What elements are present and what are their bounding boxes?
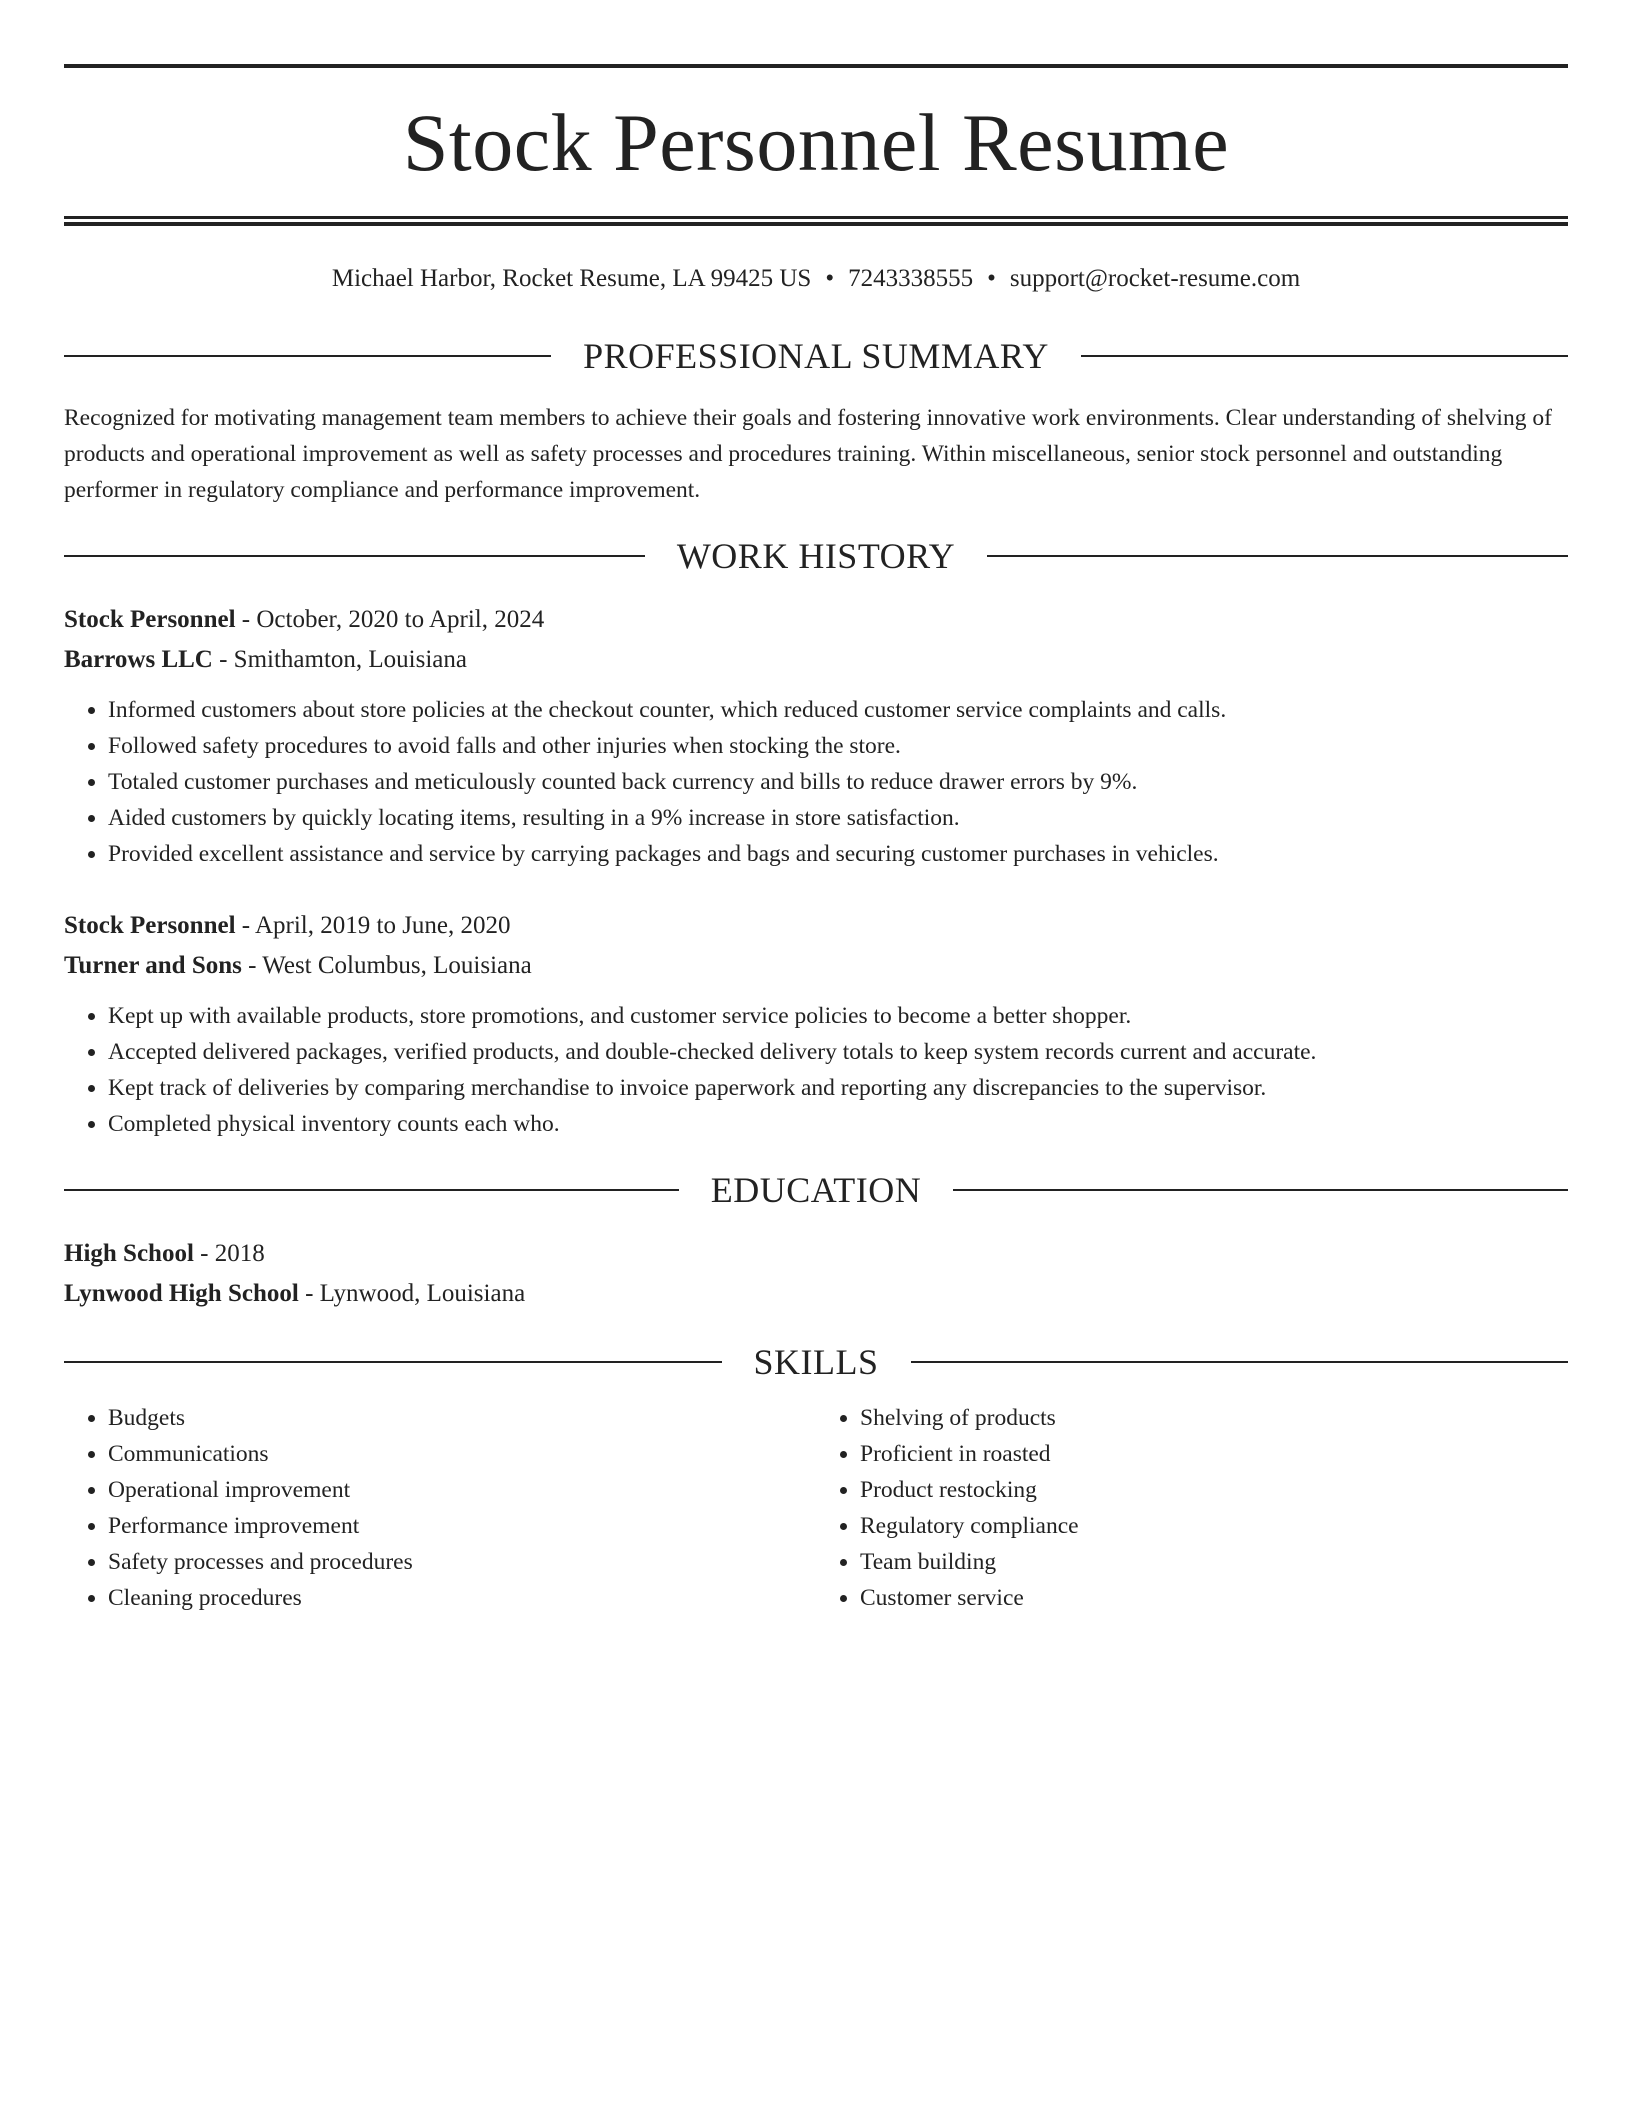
job-location: - Smithamton, Louisiana — [212, 646, 467, 673]
list-item: • Followed safety procedures to avoid falls and other injuries when stocking the store. — [108, 728, 1568, 764]
summary-section-header — [64, 338, 1568, 374]
skills-list-right — [816, 1400, 1568, 1616]
list-item: • Customer service — [860, 1580, 1568, 1616]
list-item: • Shelving of products — [860, 1400, 1568, 1436]
job-dates: - April, 2019 to June, 2020 — [235, 912, 511, 939]
job-company: Barrows LLC — [64, 646, 213, 673]
job-entry — [64, 906, 1568, 1142]
list-item: • Informed customers about store policies at the checkout counter, which reduced customer service complaints and calls. — [108, 692, 1568, 728]
job-company: Turner and Sons — [64, 952, 242, 979]
top-rule — [64, 64, 1568, 68]
job-location: - West Columbus, Louisiana — [241, 952, 532, 979]
skills-list-left — [64, 1400, 816, 1616]
divider-line — [64, 355, 551, 357]
list-item: • Team building — [860, 1544, 1568, 1580]
job-company-line — [64, 946, 1568, 986]
list-item: • Totaled customer purchases and meticulously counted back currency and bills to reduce drawer errors by 9%. — [108, 764, 1568, 800]
job-dates: - October, 2020 to April, 2024 — [235, 606, 545, 633]
list-item: • Aided customers by quickly locating items, resulting in a 9% increase in store satisfaction. — [108, 800, 1568, 836]
contact-separator: • — [825, 265, 835, 292]
divider-line — [64, 1361, 722, 1363]
list-item: • Kept track of deliveries by comparing merchandise to invoice paperwork and reporting any discrepancies to the supervisor. — [108, 1070, 1568, 1106]
job-bullets — [64, 998, 1568, 1142]
summary-heading: PROFESSIONAL SUMMARY — [583, 336, 1049, 376]
list-item: • Operational improvement — [108, 1472, 816, 1508]
divider-line — [987, 555, 1568, 557]
education-year: - 2018 — [193, 1240, 265, 1267]
divider-line — [953, 1189, 1568, 1191]
list-item: • Cleaning procedures — [108, 1580, 816, 1616]
list-item: • Regulatory compliance — [860, 1508, 1568, 1544]
education-section-header — [64, 1172, 1568, 1208]
list-item: • Safety processes and procedures — [108, 1544, 816, 1580]
title-double-rule — [64, 216, 1568, 226]
skills-columns — [64, 1400, 1568, 1616]
job-title-line — [64, 600, 1568, 640]
list-item: • Provided excellent assistance and service by carrying packages and bags and securing customer purchases in vehicles. — [108, 836, 1568, 872]
list-item: • Performance improvement — [108, 1508, 816, 1544]
job-bullets — [64, 692, 1568, 872]
divider-line — [1081, 355, 1568, 357]
list-item: • Budgets — [108, 1400, 816, 1436]
page-title: Stock Personnel Resume — [402, 97, 1230, 188]
divider-line — [64, 555, 645, 557]
contact-separator: • — [987, 265, 996, 292]
job-company-line — [64, 640, 1568, 680]
job-title: Stock Personnel — [64, 912, 236, 939]
job-entry — [64, 600, 1568, 872]
work-heading: WORK HISTORY — [676, 536, 956, 576]
education-degree: High School — [64, 1240, 194, 1267]
education-heading: EDUCATION — [710, 1170, 922, 1210]
work-section-header — [64, 538, 1568, 574]
contact-email[interactable]: support@rocket-resume.com — [1009, 265, 1301, 292]
divider-line — [64, 1189, 679, 1191]
education-school-line — [64, 1274, 1568, 1314]
contact-address: Michael Harbor, Rocket Resume, LA 99425 US — [331, 265, 812, 292]
list-item: • Product restocking — [860, 1472, 1568, 1508]
education-location: - Lynwood, Louisiana — [298, 1280, 526, 1307]
summary-text: Recognized for motivating management team members to achieve their goals and fostering innovative work environments. Clear understanding of shelving of products and operational improvement as well as safety processes and procedures training. Within miscellaneous, senior stock personnel and outstanding performer in regulatory compliance and performance improvement. — [64, 405, 1552, 503]
education-degree-line — [64, 1234, 1568, 1274]
skills-heading: SKILLS — [753, 1342, 879, 1382]
job-title-line — [64, 906, 1568, 946]
list-item: • Kept up with available products, store promotions, and customer service policies to become a better shopper. — [108, 998, 1568, 1034]
skills-section-header — [64, 1344, 1568, 1380]
contact-phone: 7243338555 — [848, 265, 974, 292]
list-item: • Proficient in roasted — [860, 1436, 1568, 1472]
list-item: • Completed physical inventory counts each who. — [108, 1106, 1568, 1142]
job-title: Stock Personnel — [64, 606, 236, 633]
list-item: • Communications — [108, 1436, 816, 1472]
list-item: • Accepted delivered packages, verified products, and double-checked delivery totals to keep system records current and accurate. — [108, 1034, 1568, 1070]
contact-line — [64, 264, 1568, 294]
education-school: Lynwood High School — [64, 1280, 299, 1307]
divider-line — [911, 1361, 1569, 1363]
